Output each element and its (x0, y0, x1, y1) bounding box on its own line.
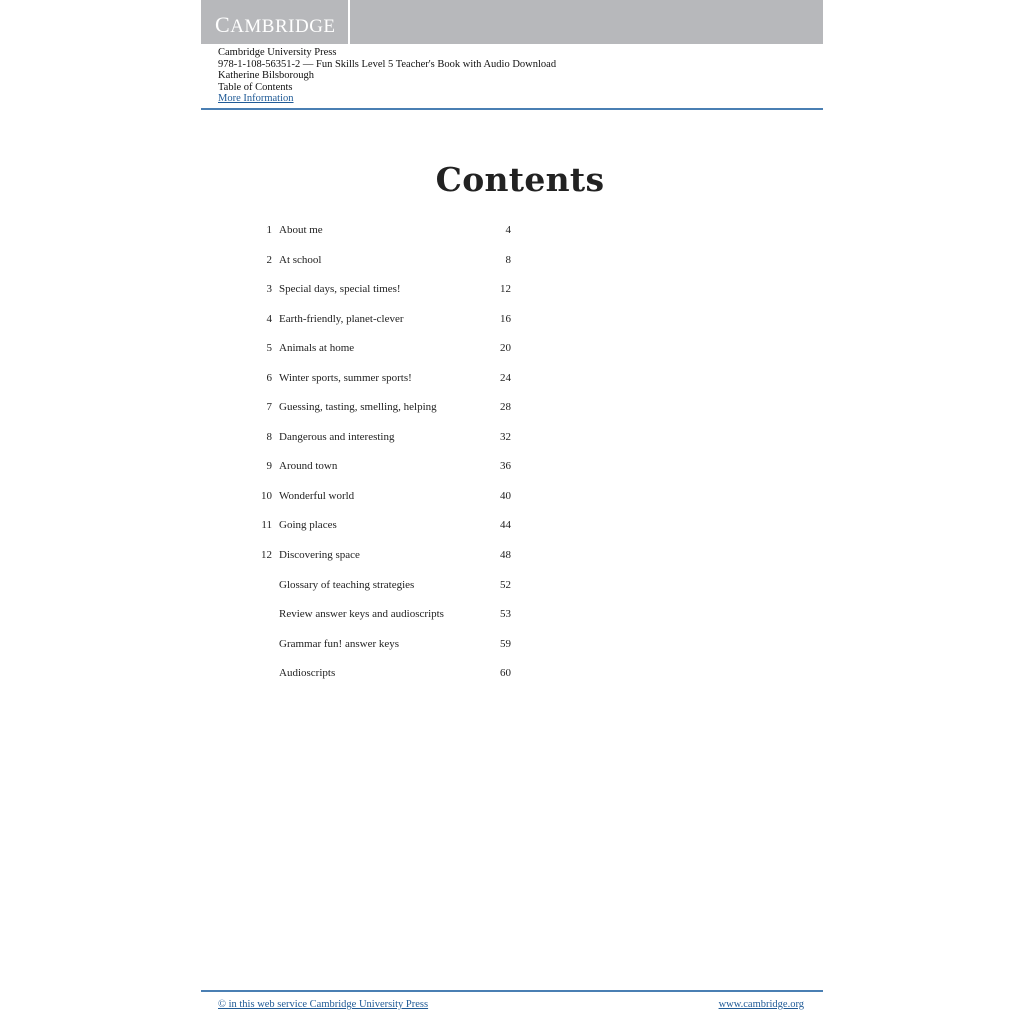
toc-row (251, 220, 511, 250)
toc-chapter-number: 2 (266, 253, 272, 266)
toc-page-number: 8 (505, 253, 511, 266)
toc-chapter-number: 8 (266, 430, 272, 443)
publisher-name: Cambridge University Press (218, 47, 337, 58)
toc-page-number: 60 (500, 667, 511, 680)
banner-divider (348, 0, 350, 44)
toc-chapter-number: 1 (266, 224, 272, 236)
toc-page-number: 48 (500, 549, 511, 562)
isbn-title-line: 978-1-108-56351-2 — Fun Skills Level 5 Teacher's Book with Audio Download (218, 58, 557, 70)
toc-row (251, 338, 511, 368)
toc-chapter-number: 10 (261, 489, 272, 502)
toc-entry-title: Review answer keys and audioscripts (279, 608, 444, 621)
toc-chapter-number: 5 (266, 342, 272, 355)
toc-row (251, 663, 511, 693)
toc-page-number: 32 (500, 430, 511, 443)
document-meta (218, 47, 556, 105)
toc-chapter-number: 9 (266, 460, 272, 473)
toc-page-number: 59 (500, 637, 511, 650)
toc-page-number: 24 (500, 371, 511, 384)
page-title: Contents (435, 160, 605, 199)
toc-entry-title: Discovering space (279, 549, 360, 562)
toc-row (251, 279, 511, 309)
toc-page-number: 36 (500, 460, 511, 473)
toc-row (251, 634, 511, 664)
toc-entry-title: Winter sports, summer sports! (279, 371, 412, 384)
toc-page-number: 52 (500, 578, 511, 591)
toc-entry-title: Special days, special times! (279, 283, 401, 296)
toc-page-number: 28 (500, 401, 511, 414)
toc-row (251, 515, 511, 545)
more-information-link[interactable]: More Information (218, 93, 294, 105)
toc-row (251, 397, 511, 427)
toc-row (251, 309, 511, 339)
toc-entry-title: Going places (279, 519, 337, 532)
toc-entry-title: Guessing, tasting, smelling, helping (279, 401, 437, 414)
toc-row (251, 456, 511, 486)
toc-page-number: 12 (500, 283, 511, 296)
toc-page-number: 40 (500, 489, 511, 502)
toc-entry-title: Earth-friendly, planet-clever (279, 312, 404, 325)
footer-rule (201, 990, 823, 992)
section-name: Table of Contents (218, 81, 293, 93)
toc-chapter-number: 12 (261, 549, 272, 562)
toc-chapter-number: 3 (266, 283, 272, 296)
toc-row (251, 575, 511, 605)
toc-entry-title: Wonderful world (279, 489, 355, 502)
toc-row (251, 427, 511, 457)
toc-chapter-number: 7 (266, 401, 272, 414)
toc-row (251, 545, 511, 575)
toc-row (251, 604, 511, 634)
toc-entry-title: Glossary of teaching strategies (279, 578, 415, 591)
copyright-link[interactable]: © in this web service Cambridge University Press (218, 999, 429, 1010)
toc-chapter-number: 6 (266, 371, 272, 384)
cambridge-logo: CAMBRIDGE (215, 12, 336, 37)
toc-page-number: 44 (500, 519, 511, 532)
toc-chapter-number: 4 (266, 312, 272, 325)
toc-row (251, 486, 511, 516)
header-banner (201, 0, 823, 44)
toc-chapter-number: 11 (261, 519, 272, 532)
website-link[interactable]: www.cambridge.org (718, 999, 804, 1010)
toc-entry-title: Animals at home (279, 342, 355, 355)
toc-entry-title: Dangerous and interesting (279, 430, 395, 443)
toc-entry-title: Grammar fun! answer keys (279, 637, 400, 650)
toc-page-number: 16 (500, 312, 511, 325)
author-name: Katherine Bilsborough (218, 70, 314, 82)
toc-page-number: 53 (500, 608, 511, 621)
toc-page-number: 4 (505, 224, 511, 236)
toc-entry-title: Around town (279, 460, 338, 473)
header-rule (201, 108, 823, 110)
toc-page-number: 20 (500, 342, 511, 355)
toc-row (251, 368, 511, 398)
toc-entry-title: About me (279, 224, 323, 236)
toc-row (251, 250, 511, 280)
toc-entry-title: At school (279, 253, 322, 266)
toc-entry-title: Audioscripts (279, 667, 336, 680)
table-of-contents (251, 220, 511, 693)
document-page (201, 0, 823, 1024)
